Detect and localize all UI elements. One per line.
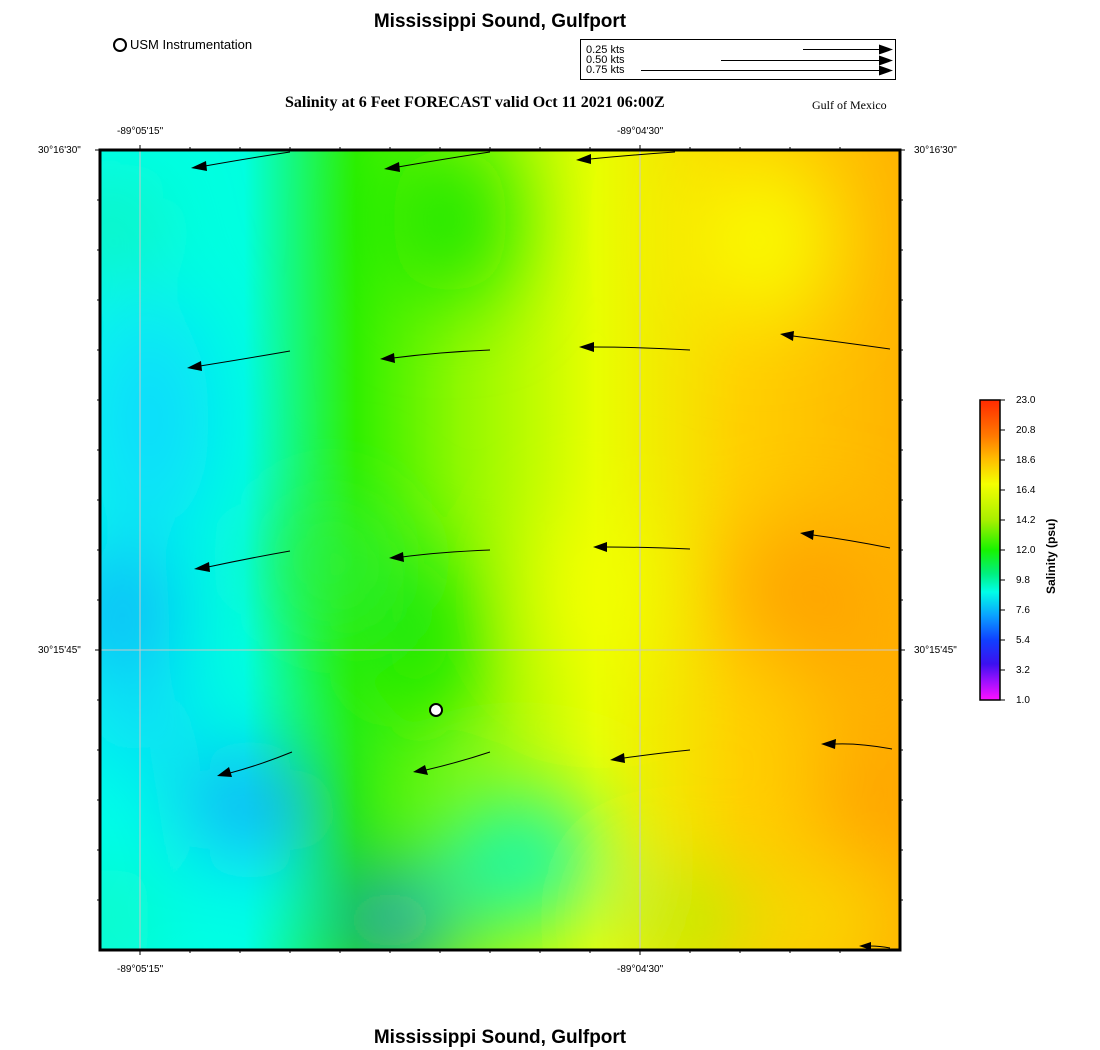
lon-tick-bottom-1: -89°05'15" [117,964,164,975]
lat-tick-right-1: 30°16'30" [914,145,957,156]
colorbar-label-3: 3.2 [1016,665,1030,676]
colorbar-label-9: 9.8 [1016,575,1030,586]
lat-tick-left-2: 30°15'45" [38,645,81,656]
lat-tick-left-1: 30°16'30" [38,145,81,156]
map-title-top: Mississippi Sound, Gulfport [373,11,627,32]
map-title-bottom: Mississippi Sound, Gulfport [373,1027,627,1048]
colorbar-label-16: 16.4 [1016,485,1036,496]
colorbar-label-7: 7.6 [1016,605,1030,616]
salinity-field [65,140,920,960]
colorbar-label-1: 1.0 [1016,695,1030,706]
colorbar-label-20: 20.8 [1016,425,1036,436]
region-label: Gulf of Mexico [812,98,887,112]
vector-legend-label-1: 0.25 kts [586,44,625,56]
colorbar-label-12: 12.0 [1016,545,1036,556]
map-subtitle: Salinity at 6 Feet FORECAST valid Oct 11 2021 06:00Z [285,94,665,111]
vector-legend-label-3: 0.75 kts [586,64,625,76]
lat-tick-right-2: 30°15'45" [914,645,957,656]
usm-station-marker[interactable] [430,704,442,716]
colorbar-label-14: 14.2 [1016,515,1036,526]
vector-legend-label-2: 0.50 kts [586,54,625,66]
colorbar-label-5: 5.4 [1016,635,1030,646]
colorbar-label-23: 23.0 [1016,395,1036,406]
colorbar-title: Salinity (psu) [1044,518,1058,594]
lon-tick-top-1: -89°05'15" [117,126,164,137]
colorbar-gradient [980,400,1000,700]
colorbar [975,395,1015,707]
station-legend-label: USM Instrumentation [130,37,253,52]
lon-tick-bottom-2: -89°04'30" [617,964,664,975]
colorbar-label-18: 18.6 [1016,455,1036,466]
lon-tick-top-2: -89°04'30" [617,126,664,137]
